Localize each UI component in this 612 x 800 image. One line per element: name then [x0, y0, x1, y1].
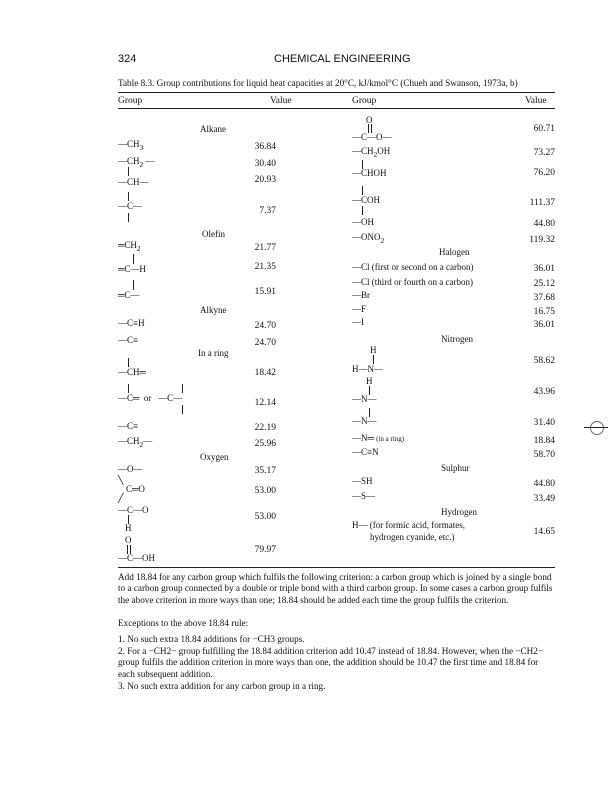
group-i: —I: [352, 317, 364, 327]
page-number: 324: [118, 53, 137, 65]
group-h-cont: hydrogen cyanide, etc.): [370, 532, 455, 542]
bond-coh-top: [362, 186, 363, 195]
note-item-2: 2. For a −CH2− group fulfilling the 18.84 addition criterion add 10.47 instead of 18.84. However, when the −CH2− group fulfils the addition criterion in more ways than one, the addition should be 10.47 the first time and 18.84 for each subsequent addition.: [118, 646, 544, 679]
group-cooh-o: O: [125, 535, 132, 545]
crop-mark-icon: [590, 421, 604, 435]
header-value-left: Value: [270, 96, 292, 106]
group-c: —C—: [118, 201, 143, 211]
value-choh: 76.20: [533, 168, 555, 178]
value-br: 37.68: [533, 293, 555, 303]
group-eq-c: ═C—: [118, 290, 140, 300]
value-ring-ch: 18.42: [254, 368, 276, 378]
section-hydrogen: Hydrogen: [441, 507, 477, 517]
section-in-a-ring: In a ring: [198, 348, 229, 358]
value-n-ring: 18.84: [533, 436, 555, 446]
table-header-rule: [118, 108, 555, 109]
crop-mark-line: [584, 427, 608, 428]
group-eq-ch2: $═CH_2$: [118, 240, 141, 253]
bond-eq-c-h: [133, 254, 134, 264]
group-cn: —C≡N: [352, 447, 379, 457]
group-coo: —C—O—: [352, 132, 392, 142]
group-ring-ch2: $—CH_2—$: [118, 436, 153, 449]
bond-coh-bottom: [362, 206, 363, 215]
section-nitrogen: Nitrogen: [441, 334, 473, 344]
value-i: 36.01: [533, 320, 555, 330]
bond-ch: [128, 167, 129, 176]
value-cl-first: 36.01: [533, 264, 555, 274]
value-coh-right: 111.37: [529, 198, 555, 208]
group-br: —Br: [352, 290, 370, 300]
group-ring-c-triple: —C≡: [118, 421, 139, 431]
value-c-triple: 24.70: [254, 338, 276, 348]
table-top-rule: [118, 92, 555, 93]
group-ch: —CH—: [118, 177, 149, 187]
value-hnh: 58.62: [533, 356, 555, 366]
value-coh: 53.00: [254, 512, 276, 522]
value-ch3: 36.84: [254, 142, 276, 152]
group-co: C═O: [126, 484, 145, 494]
value-ono2: 119.32: [529, 235, 555, 245]
bond-co-lower: ╱: [118, 493, 124, 503]
value-cl-third: 25.12: [533, 279, 555, 289]
group-hnh-top-h: H: [370, 345, 377, 355]
group-cl-first: —Cl (first or second on a carbon): [352, 262, 474, 272]
group-eq-c-h: ═C—H: [118, 264, 146, 274]
bond-ring-c-a: [128, 384, 129, 393]
value-ring-ch2: 25.96: [254, 439, 276, 449]
note-item-3: 3. No such extra addition for any carbon group in a ring.: [118, 681, 326, 691]
group-choh: —CHOH: [352, 168, 387, 178]
group-oh: —OH: [352, 217, 374, 227]
group-n-ring: —N═ (in a ring): [352, 433, 405, 443]
group-c-ch: —C≡H: [118, 318, 145, 328]
value-oh: 44.80: [533, 219, 555, 229]
value-ch: 20.93: [254, 175, 276, 185]
bond-hnh: [373, 355, 374, 364]
bond-co-upper: ╲: [118, 475, 124, 485]
header-value-right: Value: [525, 96, 547, 106]
note-exceptions: Exceptions to the above 18.84 rule:: [118, 618, 249, 628]
bond-c-bottom: [128, 213, 129, 222]
group-nh-top-h: H: [366, 376, 373, 386]
value-sh: 44.80: [533, 479, 555, 489]
value-cooh: 79.97: [254, 545, 276, 555]
value-n: 31.40: [533, 418, 555, 428]
group-ch2: $—CH_2$ —: [118, 156, 155, 169]
value-eq-ch2: 21.77: [254, 243, 276, 253]
bond-eq-c: [133, 280, 134, 290]
group-coh-right: —COH: [352, 195, 381, 205]
value-ch2: 30.40: [254, 159, 276, 169]
note-item-1: 1. No such extra 18.84 additions for −CH3 groups.: [118, 634, 305, 644]
group-n: —N—: [352, 416, 377, 426]
group-ring-c: —C═ or —C—: [118, 393, 183, 403]
group-coo-o: O: [366, 115, 373, 125]
value-nh: 43.96: [533, 387, 555, 397]
section-sulphur: Sulphur: [441, 463, 470, 473]
value-c: 7.37: [259, 206, 276, 216]
section-alkyne: Alkyne: [200, 305, 227, 315]
group-ono2: $—ONO_2$: [352, 232, 385, 245]
group-sh: —SH: [352, 476, 373, 486]
bond-ring-c-b-bottom: [182, 405, 183, 414]
group-s: —S—: [352, 491, 376, 501]
value-f: 16.75: [533, 307, 555, 317]
table-caption: Table 8.3. Group contributions for liquid heat capacities at 20°C, kJ/kmol°C (Chueh and Swanson, 1973a, b): [118, 78, 518, 88]
section-alkane: Alkane: [200, 124, 226, 134]
bond-c-top: [128, 192, 129, 201]
group-coh: —C—O: [118, 505, 149, 515]
value-c-ch: 24.70: [254, 321, 276, 331]
section-olefin: Olefin: [202, 229, 225, 239]
group-c-triple: —C≡: [118, 335, 139, 345]
bond-ring-ch: [128, 358, 129, 367]
bond-ring-c-b-top: [182, 384, 183, 393]
header-group-left: Group: [118, 96, 143, 106]
group-ch3: $—CH_3$: [118, 139, 144, 152]
value-ring-c-triple: 22.19: [254, 423, 276, 433]
group-cl-third: —Cl (third or fourth on a carbon): [352, 277, 473, 287]
table-bottom-rule: [118, 567, 555, 568]
section-oxygen: Oxygen: [200, 452, 229, 462]
value-s: 33.49: [533, 494, 555, 504]
value-ring-c: 12.14: [254, 398, 276, 408]
note-paragraph: Add 18.84 for any carbon group which fulfils the following criterion: a carbon group which is joined by a single bond to a carbon group connected by a double or triple bond with a third carbon group. In some cases a carbon group fulfils the above criterion in more ways than one; 18.84 should be added each time the group fulfils the criterion.: [118, 572, 553, 605]
header-group-right: Group: [352, 96, 377, 106]
value-coo: 60.71: [533, 124, 555, 134]
value-eq-c-h: 21.35: [254, 262, 276, 272]
group-o: —O—: [118, 464, 143, 474]
value-ch2oh: 73.27: [533, 148, 555, 158]
value-eq-c: 15.91: [254, 287, 276, 297]
group-cooh: —C—OH: [118, 553, 156, 563]
group-h: H— (for formic acid, formates,: [352, 520, 465, 530]
group-ring-ch: —CH═: [118, 367, 146, 377]
value-co: 53.00: [254, 486, 276, 496]
group-nh: —N—: [352, 394, 377, 404]
group-f: —F: [352, 304, 367, 314]
group-ch2oh: $—CH_2OH$: [352, 146, 391, 159]
section-halogen: Halogen: [439, 247, 470, 257]
value-h: 14.65: [533, 527, 555, 537]
value-o: 35.17: [254, 466, 276, 476]
value-cn: 58.70: [533, 450, 555, 460]
group-coh-h: H: [125, 523, 132, 533]
running-title: CHEMICAL ENGINEERING: [274, 53, 411, 65]
group-hnh: H—N—: [352, 364, 383, 374]
